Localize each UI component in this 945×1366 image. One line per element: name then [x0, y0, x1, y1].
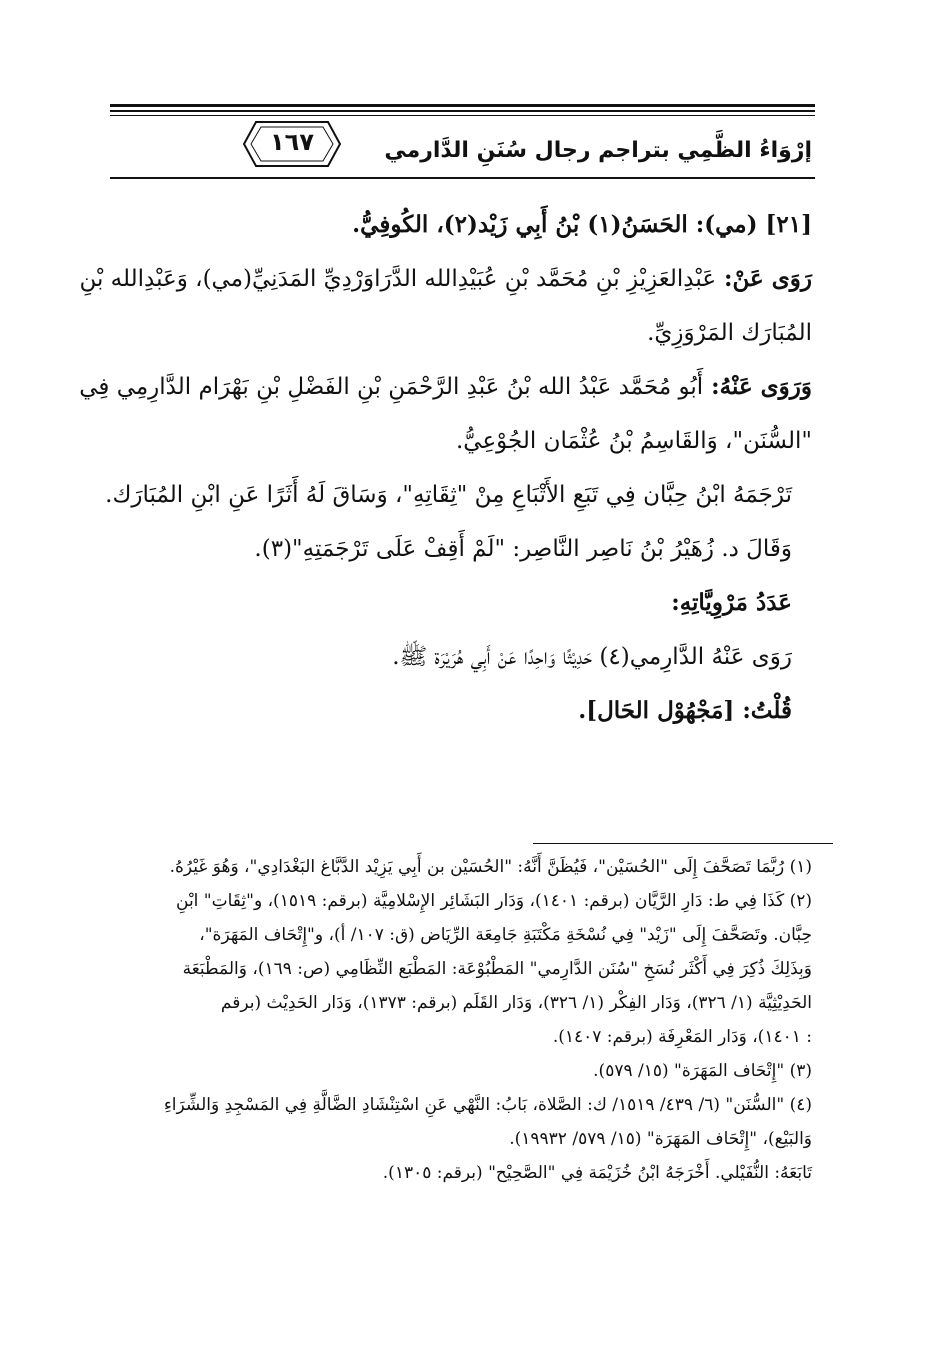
page-number: ١٦٧: [270, 128, 314, 156]
page-number-badge: [242, 118, 342, 170]
footnote-2-cont: حِبَّان. وتَصَحَّفَ إِلَى "زَيْد" فِي نُسْخَةِ مَكْتَبَةِ جَامِعَة الرِّيَاض (ق: ١٠٧/ أ)، و"إِتْحَاف المَهَرَة"،: [199, 925, 812, 945]
narrated-by-cont: "السُّنَن"، وَالقَاسِمُ بْنُ عُثْمَان الجُوْعِيُّ.: [455, 428, 812, 454]
header-rule-top: [110, 104, 815, 107]
entry-heading: [٢١] (مي): الحَسَنُ(١) بْنُ أَبِي زَيْد(٢)، الكُوفِيُّ.: [352, 211, 812, 238]
zuhair-line: وَقَالَ د. زُهَيْرُ بْنُ نَاصِر النَّاصِر: "لَمْ أَقِفْ عَلَى تَرْجَمَتِهِ"(٣).: [254, 536, 792, 562]
narrated-by-line: وَرَوَى عَنْهُ: أَبُو مُحَمَّد عَبْدُ الله بْنُ عَبْدِ الرَّحْمَنِ بْنِ الفَضْلِ بْنِ بَهْرَام الدَّارِمِي فِي: [79, 373, 812, 400]
footnote-2-cont: وَبِذَلِكَ ذُكِرَ فِي أَكْثَر نُسَخِ "سُنَن الدَّارِمي" المَطْبُوْعَة: المَطْبَع النِّظَامِي (ص: ١٦٩)، وَالمَطْبَعَة: [182, 959, 812, 979]
footnote-2-cont: الحَدِيْثِيَّة (١/ ٣٢٦)، وَدَار الفِكْر (١/ ٣٢٦)، وَدَار القَلَم (برقم: ١٣٧٣)، وَدَار الحَدِيْث (برقم: [220, 993, 812, 1013]
footnote-4: (٤) "السُّنَن" (٦/ ٤٣٩/ ١٥١٩/ ك: الصَّلاة، بَابُ: النَّهْي عَنِ اسْتِنْشَادِ الضَّالَّةِ فِي المَسْجِدِ وَالشِّرَاءِ: [163, 1095, 812, 1115]
footnote-2-cont: : ١٤٠١)، وَدَار المَعْرِفَة (برقم: ١٤٠٧).: [552, 1027, 812, 1047]
footnote-4-cont: تَابَعَهُ: النُّفَيْلي. أَخْرَجَهُ ابْنُ خُزَيْمَة فِي "الصَّحِيْح" (برقم: ١٣٠٥).: [382, 1163, 812, 1183]
footnote-2: (٢) كَذَا فِي ط: دَارِ الرَّيَّان (برقم: ١٤٠١)، وَدَار البَشَائِر الإِسْلامِيَّة (برقم: ١٥١٩)، و"ثِقَاتِ" ابْنِ: [176, 891, 812, 911]
footnote-1: (١) رُبَّمَا تَصَحَّفَ إِلَى "الحُسَيْن"، فَيُظَنَّ أَنَّهُ: "الحُسَيْن بن أَبِي يَزِيْد الدَّبَّاغ البَغْدَادِي"، وَهُوَ غَيْرُهُ.: [169, 857, 812, 877]
header-rule-middle: [110, 110, 815, 112]
footnote-3: (٣) "إِتْحَاف المَهَرَة" (١٥/ ٥٧٩).: [593, 1061, 812, 1081]
header-rule-thin: [110, 115, 815, 116]
narrated-from-cont: المُبَارَك المَرْوَزِيِّ.: [647, 320, 812, 346]
biography-entry: [79, 198, 812, 738]
verdict-line: قُلْتُ: [مَجْهُوْل الحَال].: [578, 697, 792, 724]
ibn-hibban-line: تَرْجَمَهُ ابْنُ حِبَّان فِي تَبَعِ الأَتْبَاعِ مِنْ "ثِقَاتِهِ"، وَسَاقَ لَهُ أَثَرًا عَنِ ابْنِ المُبَارَك.: [105, 482, 792, 508]
narrations-count-heading: عَدَدُ مَرْوِيَّاتِهِ:: [671, 589, 792, 616]
running-title: إرْوَاءُ الظَّمِي بتراجم رجال سُنَنِ الدَّارمي: [384, 138, 812, 163]
footnote-4-cont: وَالبَيْع)، "إِتْحَاف المَهَرَة" (١٥/ ٥٧٩/ ١٩٩٣٢).: [509, 1129, 812, 1149]
footnote-separator: [533, 843, 833, 844]
header-rule-bottom: [110, 177, 815, 179]
narrations-line: رَوَى عَنْهُ الدَّارِمي(٤) حَدِيْثًا وَاحِدًا عَنْ أَبِي هُرَيْرَة ﷺ.: [392, 644, 792, 670]
narrated-from-line: رَوَى عَنْ: عَبْدِالعَزِيْزِ بْنِ مُحَمَّد بْنِ عُبَيْدِالله الدَّرَاوَرْدِيِّ المَدَنِيِّ(مي)، وَعَبْدِالله بْنِ: [79, 265, 812, 292]
footnotes: [110, 850, 812, 1190]
